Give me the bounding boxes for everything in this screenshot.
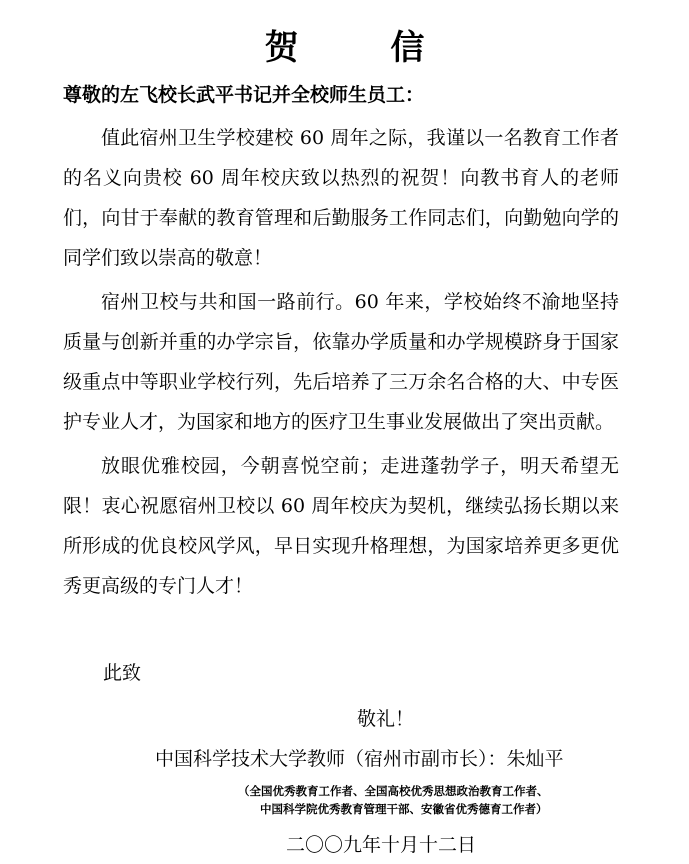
honor-title-line: 中国科学院优秀教育管理干部、安徽省优秀德育工作者） bbox=[260, 802, 548, 816]
letter-title: 贺 信 bbox=[264, 28, 465, 68]
regards-phrase: 敬礼！ bbox=[357, 708, 415, 730]
closing-phrase: 此致 bbox=[103, 662, 142, 684]
honor-title-line: （全国优秀教育工作者、全国高校优秀思想政治教育工作者、 bbox=[238, 784, 549, 798]
paragraph-wishes: 放眼优雅校园，今朝喜悦空前；走进蓬勃学子，明天希望无限！衷心祝愿宿州卫校以 60 周年校庆为契机，继续弘扬长期以来所形成的优良校风学风，早日实现升格理想，为国家培养更多更优秀更高级的专门人才！ bbox=[63, 455, 619, 597]
signature: 中国科学技术大学教师（宿州市副市长）：朱灿平 bbox=[155, 748, 564, 770]
paragraph-history: 宿州卫校与共和国一路前行。60 年来，学校始终不渝地坚持质量与创新并重的办学宗旨，依靠办学质量和办学规模跻身于国家级重点中等职业学校行列，先后培养了三万余名合格的大、中专医护专业人才，为国家和地方的医疗卫生事业发展做出了突出贡献。 bbox=[63, 291, 619, 433]
letter-date: 二〇〇九年十月十二日 bbox=[286, 834, 477, 856]
salutation: 尊敬的左飞校长武平书记并全校师生员工： bbox=[63, 84, 425, 106]
paragraph-congratulations: 值此宿州卫生学校建校 60 周年之际，我谨以一名教育工作者的名义向贵校 60 周年校庆致以热烈的祝贺！向教书育人的老师们，向甘于奉献的教育管理和后勤服务工作同志们，向勤勉向学的同学们致以崇高的敬意！ bbox=[63, 127, 619, 269]
letter-body bbox=[63, 118, 619, 610]
honor-titles bbox=[238, 782, 549, 818]
